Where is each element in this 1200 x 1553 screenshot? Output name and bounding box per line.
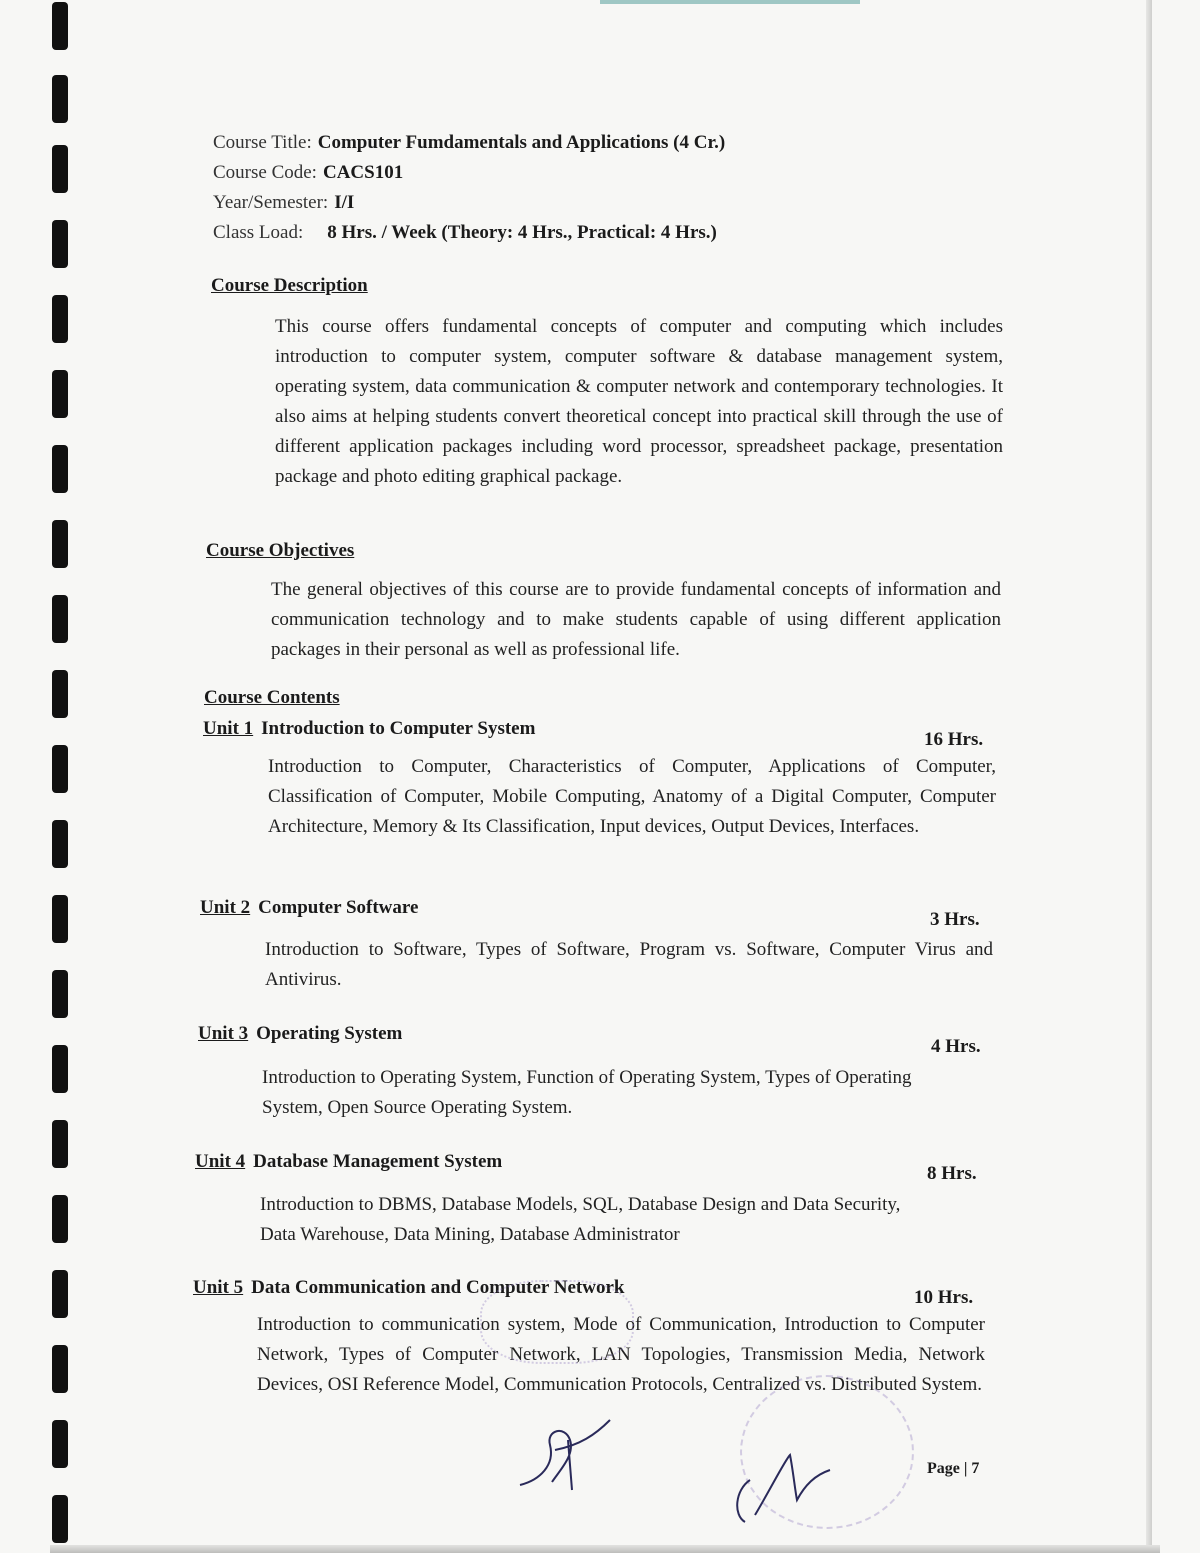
binding-hole (52, 520, 68, 568)
binding-hole (52, 220, 68, 268)
top-scan-mark (600, 0, 860, 4)
unit-1-hours: 16 Hrs. (924, 729, 984, 750)
signature-right (725, 1440, 835, 1530)
year-semester-label: Year/Semester: (213, 192, 329, 213)
unit-3-tag: Unit 3 (198, 1023, 249, 1044)
binding-hole (52, 970, 68, 1018)
course-description-text: This course offers fundamental concepts of computer and computing which includes introduction to computer system, computer software & database management system, operating system, data communication & computer network and contemporary technologies. It also aims at helping students convert theoretical concept into practical skill through the use of different application packages including word processor, spreadsheet package, presentation package and photo editing graphical package. (275, 316, 1003, 487)
year-semester-value: I/I (334, 192, 355, 213)
binding-hole (52, 2, 68, 50)
class-load-row (213, 218, 725, 248)
year-semester-row (213, 188, 725, 218)
course-meta (213, 128, 725, 248)
course-code-value: CACS101 (322, 162, 404, 183)
unit-3-title: Operating System (256, 1023, 403, 1044)
class-load-label: Class Load: (213, 222, 304, 243)
class-load-value: 8 Hrs. / Week (Theory: 4 Hrs., Practical: 4 Hrs.) (327, 222, 717, 243)
binding-hole (52, 1420, 68, 1468)
course-title-row (213, 128, 725, 158)
unit-3-hours: 4 Hrs. (931, 1036, 981, 1057)
unit-5-tag: Unit 5 (193, 1277, 244, 1298)
binding-hole (52, 1345, 68, 1393)
binding-hole (52, 370, 68, 418)
course-code-row (213, 158, 725, 188)
course-title-label: Course Title: (213, 132, 312, 153)
binding-hole (52, 75, 68, 123)
binding-hole (52, 1270, 68, 1318)
course-title-value: Computer Fumdamentals and Applications (4 Cr.) (317, 132, 726, 153)
binding-hole (52, 1120, 68, 1168)
unit-2-title: Computer Software (258, 897, 419, 918)
unit-2-tag: Unit 2 (200, 897, 251, 918)
unit-4-heading (195, 1151, 502, 1173)
unit-4-text: Introduction to DBMS, Database Models, SQL, Database Design and Data Security, Data Warehouse, Data Mining, Database Administrator (260, 1194, 901, 1245)
binding-hole (52, 145, 68, 193)
binding-hole (52, 895, 68, 943)
course-contents-heading: Course Contents (204, 687, 340, 708)
binding-hole (52, 820, 68, 868)
binding-hole (52, 745, 68, 793)
unit-5-title: Data Communication and Computer Network (251, 1277, 625, 1298)
page-edge-bottom (50, 1545, 1160, 1553)
unit-1-heading (203, 718, 535, 740)
unit-2-text: Introduction to Software, Types of Software, Program vs. Software, Computer Virus and Antivirus. (265, 939, 993, 990)
binding-hole (52, 445, 68, 493)
course-code-label: Course Code: (213, 162, 317, 183)
unit-5-text: Introduction to communication system, Mode of Communication, Introduction to Computer Network, Types of Computer Network, LAN Topologies, Transmission Media, Network Devices, OSI Reference Model, Communication Protocols, Centralized vs. Distributed System. (257, 1314, 985, 1395)
course-objectives-text: The general objectives of this course are to provide fundamental concepts of information and communication technology and to make students capable of using different application packages in their personal as well as professional life. (271, 579, 1001, 660)
unit-1-title: Introduction to Computer System (261, 718, 536, 739)
course-description-heading: Course Description (211, 275, 368, 296)
binding-hole (52, 1495, 68, 1543)
binding-hole (52, 1045, 68, 1093)
unit-4-title: Database Management System (253, 1151, 503, 1172)
signature-left (510, 1410, 630, 1500)
unit-2-hours: 3 Hrs. (930, 909, 980, 930)
unit-1-tag: Unit 1 (203, 718, 254, 739)
unit-2-heading (200, 897, 418, 919)
binding-hole (52, 595, 68, 643)
binding-hole (52, 670, 68, 718)
faculty-stamp-left (480, 1280, 634, 1364)
unit-4-hours: 8 Hrs. (927, 1163, 977, 1184)
unit-3-heading (198, 1023, 402, 1045)
unit-1-text: Introduction to Computer, Characteristics of Computer, Applications of Computer, Classification of Computer, Mobile Computing, Anatomy of a Digital Computer, Computer Architecture, Memory & Its Classification, Input devices, Output Devices, Interfaces. (268, 756, 996, 837)
binding-hole (52, 295, 68, 343)
course-objectives-heading: Course Objectives (206, 540, 355, 561)
binding-spine (0, 0, 70, 1553)
page-edge-right (1146, 0, 1152, 1553)
unit-3-text: Introduction to Operating System, Function of Operating System, Types of Operating System, Open Source Operating System. (262, 1067, 912, 1118)
unit-5-hours: 10 Hrs. (914, 1287, 974, 1308)
page-number: Page | 7 (927, 1460, 980, 1477)
unit-4-tag: Unit 4 (195, 1151, 246, 1172)
binding-hole (52, 1195, 68, 1243)
